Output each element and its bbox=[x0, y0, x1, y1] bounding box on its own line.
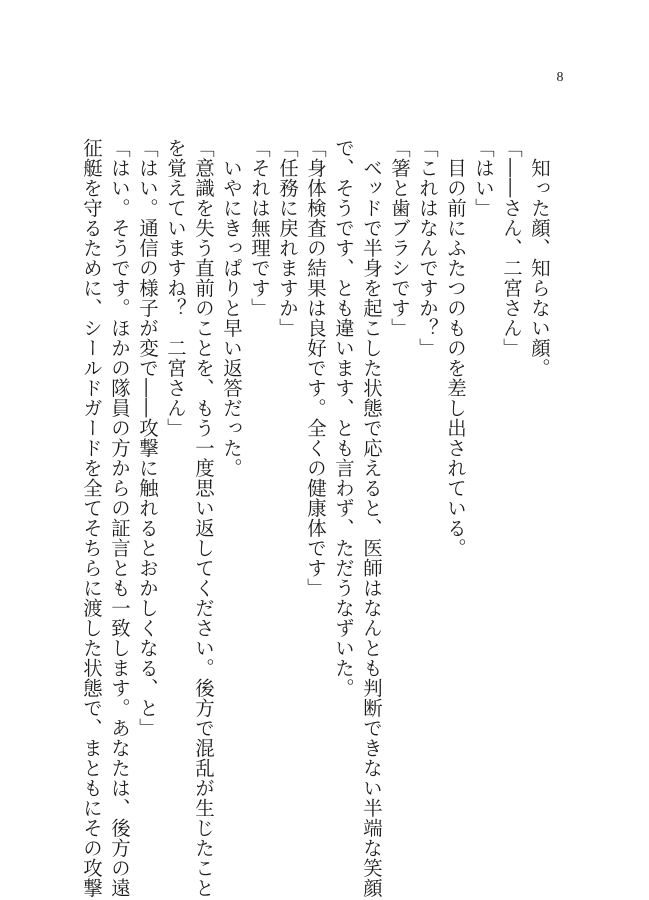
text-line: 「はい。通信の様子が変で――攻撃に触れるとおかしくなる、と」 bbox=[136, 138, 159, 738]
page-number: 8 bbox=[556, 70, 564, 85]
text-line: 「はい」 bbox=[472, 138, 495, 218]
text-line: 「意識を失う直前のことを、もう一度思い返してください。後方で混乱が生じたこと bbox=[192, 138, 215, 898]
text-line: 知った顔、知らない顔。 bbox=[528, 138, 551, 378]
text-line: 「任務に戻れますか」 bbox=[276, 138, 299, 338]
text-line: を覚えていますね？ 二宮さん」 bbox=[164, 138, 187, 438]
text-line: 「身体検査の結果は良好です。全くの健康体です」 bbox=[304, 138, 327, 598]
text-line: 「これはなんですか？」 bbox=[416, 138, 439, 358]
text-line: 征艇を守るために、シールドガードを全てそちらに渡した状態で、まともにその攻撃 bbox=[80, 138, 103, 898]
text-line: 「――さん、二宮さん」 bbox=[500, 138, 523, 358]
text-line: 「それは無理です」 bbox=[248, 138, 271, 318]
vertical-text-body bbox=[80, 138, 553, 898]
text-line: 「はい。そうです。ほかの隊員の方からの証言とも一致します。あなたは、後方の遠 bbox=[108, 138, 131, 898]
text-line: 「箸と歯ブラシです」 bbox=[388, 138, 411, 338]
text-line: 目の前にふたつのものを差し出されている。 bbox=[444, 138, 467, 558]
text-line: いやにきっぱりと早い返答だった。 bbox=[220, 138, 243, 478]
text-line: で、そうです、とも違います、とも言わず、ただうなずいた。 bbox=[332, 138, 355, 698]
text-line: ベッドで半身を起こした状態で応えると、医師はなんとも判断できない半端な笑顔 bbox=[360, 138, 383, 898]
